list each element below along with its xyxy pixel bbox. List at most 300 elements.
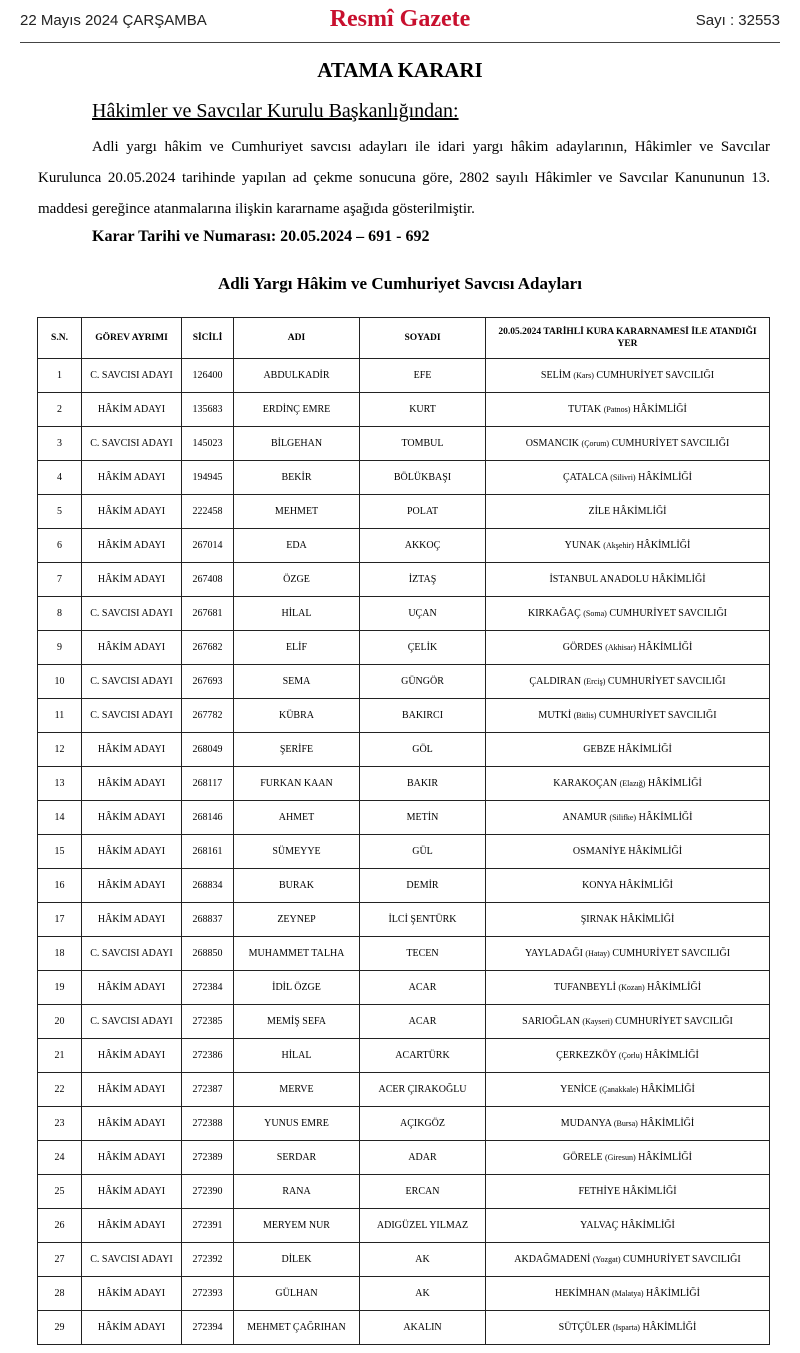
- cell-surname: İZTAŞ: [360, 563, 486, 597]
- cell-assigned-place: [486, 699, 770, 733]
- cell-sn: 27: [38, 1243, 82, 1277]
- table-row: [38, 597, 770, 631]
- place-main: SELİM: [540, 370, 571, 381]
- table-row: [38, 1175, 770, 1209]
- table-row: [38, 801, 770, 835]
- cell-role: C. SAVCISI ADAYI: [82, 359, 182, 393]
- table-row: [38, 1277, 770, 1311]
- cell-surname: ADAR: [360, 1141, 486, 1175]
- cell-name: HİLAL: [234, 597, 360, 631]
- cell-name: SÜMEYYE: [234, 835, 360, 869]
- table-row: [38, 971, 770, 1005]
- cell-sn: 13: [38, 767, 82, 801]
- appointment-table: [37, 317, 770, 1345]
- table-row: [38, 427, 770, 461]
- place-office: HÂKİMLİĞİ: [646, 1288, 700, 1299]
- cell-name: MERYEM NUR: [234, 1209, 360, 1243]
- cell-surname: AKALIN: [360, 1311, 486, 1345]
- cell-sn: 25: [38, 1175, 82, 1209]
- cell-registry: 272389: [182, 1141, 234, 1175]
- cell-registry: 268117: [182, 767, 234, 801]
- cell-assigned-place: [486, 1073, 770, 1107]
- place-parent: (Akşehir): [603, 541, 634, 550]
- cell-role: HÂKİM ADAYI: [82, 903, 182, 937]
- cell-assigned-place: [486, 1277, 770, 1311]
- cell-role: HÂKİM ADAYI: [82, 1039, 182, 1073]
- cell-surname: KURT: [360, 393, 486, 427]
- cell-surname: AKKOÇ: [360, 529, 486, 563]
- place-office: HÂKİMLİĞİ: [640, 1118, 695, 1129]
- cell-name: GÜLHAN: [234, 1277, 360, 1311]
- place-office: HÂKİMLİĞİ: [619, 880, 673, 891]
- place-main: ŞIRNAK: [580, 914, 618, 925]
- place-office: CUMHURİYET SAVCILIĞI: [596, 370, 715, 381]
- cell-surname: ACAR: [360, 1005, 486, 1039]
- table-row: [38, 1005, 770, 1039]
- cell-registry: 272388: [182, 1107, 234, 1141]
- place-parent: (Çorlu): [618, 1051, 643, 1060]
- place-main: İSTANBUL ANADOLU: [549, 574, 650, 585]
- cell-assigned-place: [486, 869, 770, 903]
- cell-surname: AK: [360, 1243, 486, 1277]
- cell-name: ŞERİFE: [234, 733, 360, 767]
- cell-role: HÂKİM ADAYI: [82, 529, 182, 563]
- cell-name: BURAK: [234, 869, 360, 903]
- place-main: KIRKAĞAÇ: [527, 608, 581, 619]
- cell-assigned-place: [486, 835, 770, 869]
- table-row: [38, 835, 770, 869]
- document-title: ATAMA KARARI: [317, 58, 483, 82]
- cell-role: HÂKİM ADAYI: [82, 393, 182, 427]
- cell-registry: 267693: [182, 665, 234, 699]
- place-office: CUMHURİYET SAVCILIĞI: [598, 710, 717, 721]
- place-office: HÂKİMLİĞİ: [612, 506, 667, 517]
- cell-name: RANA: [234, 1175, 360, 1209]
- header-sn: S.N.: [38, 318, 82, 359]
- cell-sn: 11: [38, 699, 82, 733]
- place-main: TUTAK: [568, 404, 602, 415]
- cell-surname: AK: [360, 1277, 486, 1311]
- cell-role: C. SAVCISI ADAYI: [82, 699, 182, 733]
- cell-name: ELİF: [234, 631, 360, 665]
- cell-name: ABDULKADİR: [234, 359, 360, 393]
- cell-registry: 268161: [182, 835, 234, 869]
- table-row: [38, 1107, 770, 1141]
- place-office: HÂKİMLİĞİ: [632, 404, 687, 415]
- cell-name: KÜBRA: [234, 699, 360, 733]
- cell-role: HÂKİM ADAYI: [82, 563, 182, 597]
- place-office: CUMHURİYET SAVCILIĞI: [623, 1254, 741, 1265]
- place-main: TUFANBEYLİ: [553, 982, 616, 993]
- cell-role: HÂKİM ADAYI: [82, 1175, 182, 1209]
- place-main: AKDAĞMADENİ: [514, 1254, 591, 1265]
- cell-surname: ERCAN: [360, 1175, 486, 1209]
- cell-role: HÂKİM ADAYI: [82, 461, 182, 495]
- header-name: ADI: [234, 318, 360, 359]
- cell-assigned-place: [486, 597, 770, 631]
- place-main: GEBZE: [583, 744, 616, 755]
- table-header-row: [38, 318, 770, 359]
- cell-registry: 272393: [182, 1277, 234, 1311]
- cell-assigned-place: [486, 1175, 770, 1209]
- cell-name: MEMİŞ SEFA: [234, 1005, 360, 1039]
- place-main: KONYA: [582, 880, 617, 891]
- cell-sn: 3: [38, 427, 82, 461]
- cell-assigned-place: [486, 733, 770, 767]
- cell-surname: ACER ÇIRAKOĞLU: [360, 1073, 486, 1107]
- table-row: [38, 699, 770, 733]
- table-row: [38, 1209, 770, 1243]
- cell-surname: BAKIRCI: [360, 699, 486, 733]
- place-main: YALVAÇ: [580, 1220, 619, 1231]
- cell-registry: 268146: [182, 801, 234, 835]
- cell-role: C. SAVCISI ADAYI: [82, 597, 182, 631]
- cell-name: BİLGEHAN: [234, 427, 360, 461]
- place-main: MUDANYA: [560, 1118, 612, 1129]
- cell-surname: ÇELİK: [360, 631, 486, 665]
- table-row: [38, 869, 770, 903]
- cell-sn: 16: [38, 869, 82, 903]
- cell-assigned-place: [486, 1005, 770, 1039]
- place-office: HÂKİMLİĞİ: [620, 914, 675, 925]
- cell-sn: 21: [38, 1039, 82, 1073]
- cell-role: C. SAVCISI ADAYI: [82, 427, 182, 461]
- page-header: [20, 0, 780, 43]
- place-office: HÂKİMLİĞİ: [651, 574, 706, 585]
- cell-sn: 6: [38, 529, 82, 563]
- place-parent: (Soma): [583, 609, 607, 618]
- table-row: [38, 733, 770, 767]
- header-surname: SOYADI: [360, 318, 486, 359]
- cell-name: DİLEK: [234, 1243, 360, 1277]
- cell-assigned-place: [486, 665, 770, 699]
- cell-name: MEHMET: [234, 495, 360, 529]
- place-office: CUMHURİYET SAVCILIĞI: [609, 608, 728, 619]
- cell-surname: BÖLÜKBAŞI: [360, 461, 486, 495]
- cell-sn: 14: [38, 801, 82, 835]
- cell-role: C. SAVCISI ADAYI: [82, 937, 182, 971]
- header-registry: SİCİLİ: [182, 318, 234, 359]
- cell-sn: 7: [38, 563, 82, 597]
- cell-name: EDA: [234, 529, 360, 563]
- header-role: GÖREV AYRIMI: [82, 318, 182, 359]
- cell-registry: 145023: [182, 427, 234, 461]
- cell-assigned-place: [486, 563, 770, 597]
- cell-assigned-place: [486, 495, 770, 529]
- cell-name: BEKİR: [234, 461, 360, 495]
- cell-sn: 15: [38, 835, 82, 869]
- cell-assigned-place: [486, 1107, 770, 1141]
- cell-sn: 24: [38, 1141, 82, 1175]
- cell-registry: 267782: [182, 699, 234, 733]
- place-main: KARAKOÇAN: [553, 778, 618, 789]
- cell-assigned-place: [486, 1243, 770, 1277]
- place-parent: (Hatay): [585, 949, 610, 958]
- place-main: HEKİMHAN: [555, 1288, 610, 1299]
- cell-registry: 268049: [182, 733, 234, 767]
- place-parent: (Yozgat): [592, 1255, 621, 1264]
- cell-surname: İLCİ ŞENTÜRK: [360, 903, 486, 937]
- cell-sn: 17: [38, 903, 82, 937]
- place-office: HÂKİMLİĞİ: [622, 1186, 677, 1197]
- place-office: HÂKİMLİĞİ: [638, 642, 693, 653]
- place-main: GÖRELE: [563, 1152, 603, 1163]
- table-row: [38, 937, 770, 971]
- cell-role: HÂKİM ADAYI: [82, 733, 182, 767]
- place-office: HÂKİMLİĞİ: [642, 1322, 697, 1333]
- cell-registry: 272384: [182, 971, 234, 1005]
- cell-sn: 2: [38, 393, 82, 427]
- place-office: CUMHURİYET SAVCILIĞI: [612, 948, 731, 959]
- cell-name: İDİL ÖZGE: [234, 971, 360, 1005]
- cell-registry: 267681: [182, 597, 234, 631]
- place-parent: (Elazığ): [619, 779, 646, 788]
- table-row: [38, 1141, 770, 1175]
- table-row: [38, 1243, 770, 1277]
- place-parent: (Bursa): [613, 1119, 638, 1128]
- cell-assigned-place: [486, 1209, 770, 1243]
- place-main: SÜTÇÜLER: [558, 1322, 611, 1333]
- cell-assigned-place: [486, 461, 770, 495]
- cell-surname: GÖL: [360, 733, 486, 767]
- cell-assigned-place: [486, 1311, 770, 1345]
- cell-surname: METİN: [360, 801, 486, 835]
- table-row: [38, 1073, 770, 1107]
- cell-role: HÂKİM ADAYI: [82, 631, 182, 665]
- cell-name: MUHAMMET TALHA: [234, 937, 360, 971]
- place-office: HÂKİMLİĞİ: [647, 982, 702, 993]
- decision-paragraph: Adli yargı hâkim ve Cumhuriyet savcısı adayları ile idari yargı hâkim adaylarının, Hâkimler ve Savcılar Kurulunca 20.05.2024 tarihinde yapılan ad çekme sonucuna göre, 2802 sayılı Hâkimler ve Savcılar Kanununun 13. maddesi gereğince atanmalarına ilişkin kararname aşağıda gösterilmiştir.: [38, 139, 770, 217]
- cell-assigned-place: [486, 971, 770, 1005]
- cell-sn: 9: [38, 631, 82, 665]
- cell-assigned-place: [486, 529, 770, 563]
- place-office: HÂKİMLİĞİ: [647, 778, 702, 789]
- cell-surname: ACARTÜRK: [360, 1039, 486, 1073]
- cell-role: HÂKİM ADAYI: [82, 1107, 182, 1141]
- cell-role: C. SAVCISI ADAYI: [82, 1243, 182, 1277]
- cell-surname: AÇIKGÖZ: [360, 1107, 486, 1141]
- cell-assigned-place: [486, 767, 770, 801]
- place-main: OSMANİYE: [572, 846, 626, 857]
- place-parent: (Çorum): [581, 439, 610, 448]
- cell-registry: 272386: [182, 1039, 234, 1073]
- cell-role: C. SAVCISI ADAYI: [82, 1005, 182, 1039]
- cell-registry: 272385: [182, 1005, 234, 1039]
- cell-name: FURKAN KAAN: [234, 767, 360, 801]
- decision-date-number: Karar Tarihi ve Numarası: 20.05.2024 – 691 - 692: [92, 228, 430, 245]
- cell-registry: 126400: [182, 359, 234, 393]
- cell-role: HÂKİM ADAYI: [82, 767, 182, 801]
- cell-assigned-place: [486, 801, 770, 835]
- cell-registry: 267408: [182, 563, 234, 597]
- place-office: HÂKİMLİĞİ: [638, 1152, 692, 1163]
- cell-name: ZEYNEP: [234, 903, 360, 937]
- cell-surname: DEMİR: [360, 869, 486, 903]
- cell-sn: 23: [38, 1107, 82, 1141]
- cell-sn: 19: [38, 971, 82, 1005]
- place-parent: (Silivri): [610, 473, 636, 482]
- cell-surname: BAKIR: [360, 767, 486, 801]
- place-main: YAYLADAĞI: [524, 948, 583, 959]
- cell-role: HÂKİM ADAYI: [82, 801, 182, 835]
- cell-sn: 22: [38, 1073, 82, 1107]
- place-parent: (Giresun): [604, 1153, 636, 1162]
- place-parent: (Akhisar): [605, 643, 636, 652]
- place-office: HÂKİMLİĞİ: [636, 540, 691, 551]
- place-main: ÇERKEZKÖY: [556, 1050, 617, 1061]
- table-row: [38, 767, 770, 801]
- place-office: HÂKİMLİĞİ: [628, 846, 683, 857]
- place-office: CUMHURİYET SAVCILIĞI: [611, 438, 730, 449]
- cell-registry: 272394: [182, 1311, 234, 1345]
- issuing-authority: Hâkimler ve Savcılar Kurulu Başkanlığından:: [92, 100, 459, 122]
- cell-role: C. SAVCISI ADAYI: [82, 665, 182, 699]
- cell-sn: 8: [38, 597, 82, 631]
- cell-name: ERDİNÇ EMRE: [234, 393, 360, 427]
- cell-assigned-place: [486, 1141, 770, 1175]
- place-parent: (Silifke): [609, 813, 637, 822]
- table-row: [38, 903, 770, 937]
- table-row: [38, 393, 770, 427]
- cell-name: HİLAL: [234, 1039, 360, 1073]
- cell-surname: ACAR: [360, 971, 486, 1005]
- cell-name: MEHMET ÇAĞRIHAN: [234, 1311, 360, 1345]
- place-main: ANAMUR: [562, 812, 607, 823]
- cell-surname: TOMBUL: [360, 427, 486, 461]
- place-parent: (Patnos): [603, 405, 631, 414]
- cell-role: HÂKİM ADAYI: [82, 869, 182, 903]
- publication-date: 22 Mayıs 2024 ÇARŞAMBA: [20, 12, 207, 29]
- place-office: HÂKİMLİĞİ: [640, 1084, 695, 1095]
- cell-registry: 268850: [182, 937, 234, 971]
- cell-role: HÂKİM ADAYI: [82, 971, 182, 1005]
- table-row: [38, 631, 770, 665]
- cell-registry: 267014: [182, 529, 234, 563]
- cell-registry: 268834: [182, 869, 234, 903]
- cell-registry: 272392: [182, 1243, 234, 1277]
- cell-sn: 29: [38, 1311, 82, 1345]
- table-body: [38, 359, 770, 1345]
- cell-role: HÂKİM ADAYI: [82, 1209, 182, 1243]
- cell-registry: 272390: [182, 1175, 234, 1209]
- cell-role: HÂKİM ADAYI: [82, 1141, 182, 1175]
- cell-role: HÂKİM ADAYI: [82, 495, 182, 529]
- cell-surname: ADIGÜZEL YILMAZ: [360, 1209, 486, 1243]
- table-title: Adli Yargı Hâkim ve Cumhuriyet Savcısı Adayları: [218, 274, 582, 293]
- cell-name: AHMET: [234, 801, 360, 835]
- cell-registry: 272387: [182, 1073, 234, 1107]
- table-row: [38, 495, 770, 529]
- place-parent: (Isparta): [612, 1323, 640, 1332]
- cell-assigned-place: [486, 359, 770, 393]
- cell-assigned-place: [486, 903, 770, 937]
- cell-registry: 268837: [182, 903, 234, 937]
- place-main: MUTKİ: [538, 710, 572, 721]
- place-main: YUNAK: [564, 540, 601, 551]
- place-parent: (Çanakkale): [599, 1085, 639, 1094]
- place-main: ÇATALCA: [563, 472, 608, 483]
- cell-registry: 267682: [182, 631, 234, 665]
- cell-name: ÖZGE: [234, 563, 360, 597]
- table-row: [38, 665, 770, 699]
- place-office: CUMHURİYET SAVCILIĞI: [615, 1016, 733, 1027]
- place-main: ZİLE: [588, 506, 611, 517]
- place-office: HÂKİMLİĞİ: [617, 744, 672, 755]
- table-row: [38, 461, 770, 495]
- cell-surname: GÜL: [360, 835, 486, 869]
- place-main: FETHİYE: [578, 1186, 621, 1197]
- cell-assigned-place: [486, 631, 770, 665]
- cell-sn: 12: [38, 733, 82, 767]
- place-office: HÂKİMLİĞİ: [644, 1050, 699, 1061]
- cell-sn: 5: [38, 495, 82, 529]
- place-parent: (Kayseri): [582, 1017, 613, 1026]
- place-parent: (Bitlis): [573, 711, 597, 720]
- cell-sn: 1: [38, 359, 82, 393]
- table-row: [38, 1039, 770, 1073]
- place-office: HÂKİMLİĞİ: [638, 812, 693, 823]
- cell-surname: UÇAN: [360, 597, 486, 631]
- cell-sn: 28: [38, 1277, 82, 1311]
- cell-surname: TECEN: [360, 937, 486, 971]
- place-office: HÂKİMLİĞİ: [620, 1220, 675, 1231]
- place-main: ÇALDIRAN: [529, 676, 582, 687]
- cell-name: YUNUS EMRE: [234, 1107, 360, 1141]
- cell-surname: POLAT: [360, 495, 486, 529]
- cell-sn: 26: [38, 1209, 82, 1243]
- issue-number: Sayı : 32553: [695, 12, 780, 29]
- cell-name: MERVE: [234, 1073, 360, 1107]
- cell-role: HÂKİM ADAYI: [82, 1277, 182, 1311]
- cell-registry: 272391: [182, 1209, 234, 1243]
- table-row: [38, 529, 770, 563]
- cell-sn: 20: [38, 1005, 82, 1039]
- place-main: YENİCE: [560, 1084, 597, 1095]
- cell-name: SEMA: [234, 665, 360, 699]
- gazette-title: Resmî Gazete: [329, 6, 471, 32]
- cell-assigned-place: [486, 427, 770, 461]
- place-parent: (Kozan): [618, 983, 645, 992]
- cell-registry: 135683: [182, 393, 234, 427]
- cell-role: HÂKİM ADAYI: [82, 1311, 182, 1345]
- place-main: GÖRDES: [562, 642, 603, 653]
- place-office: CUMHURİYET SAVCILIĞI: [607, 676, 726, 687]
- cell-name: SERDAR: [234, 1141, 360, 1175]
- cell-assigned-place: [486, 1039, 770, 1073]
- cell-sn: 4: [38, 461, 82, 495]
- place-main: OSMANCIK: [525, 438, 580, 449]
- cell-sn: 10: [38, 665, 82, 699]
- cell-assigned-place: [486, 393, 770, 427]
- place-parent: (Malatya): [612, 1289, 644, 1298]
- table-row: [38, 1311, 770, 1345]
- cell-sn: 18: [38, 937, 82, 971]
- place-main: SARIOĞLAN: [522, 1016, 580, 1027]
- cell-role: HÂKİM ADAYI: [82, 835, 182, 869]
- cell-registry: 222458: [182, 495, 234, 529]
- table-row: [38, 563, 770, 597]
- cell-assigned-place: [486, 937, 770, 971]
- cell-role: HÂKİM ADAYI: [82, 1073, 182, 1107]
- cell-registry: 194945: [182, 461, 234, 495]
- place-parent: (Kars): [573, 371, 594, 380]
- header-assigned-place: 20.05.2024 TARİHLİ KURA KARARNAMESİ İLE ATANDIĞI YER: [486, 318, 770, 359]
- cell-surname: GÜNGÖR: [360, 665, 486, 699]
- place-parent: (Erciş): [583, 677, 606, 686]
- place-office: HÂKİMLİĞİ: [638, 472, 692, 483]
- cell-surname: EFE: [360, 359, 486, 393]
- table-row: [38, 359, 770, 393]
